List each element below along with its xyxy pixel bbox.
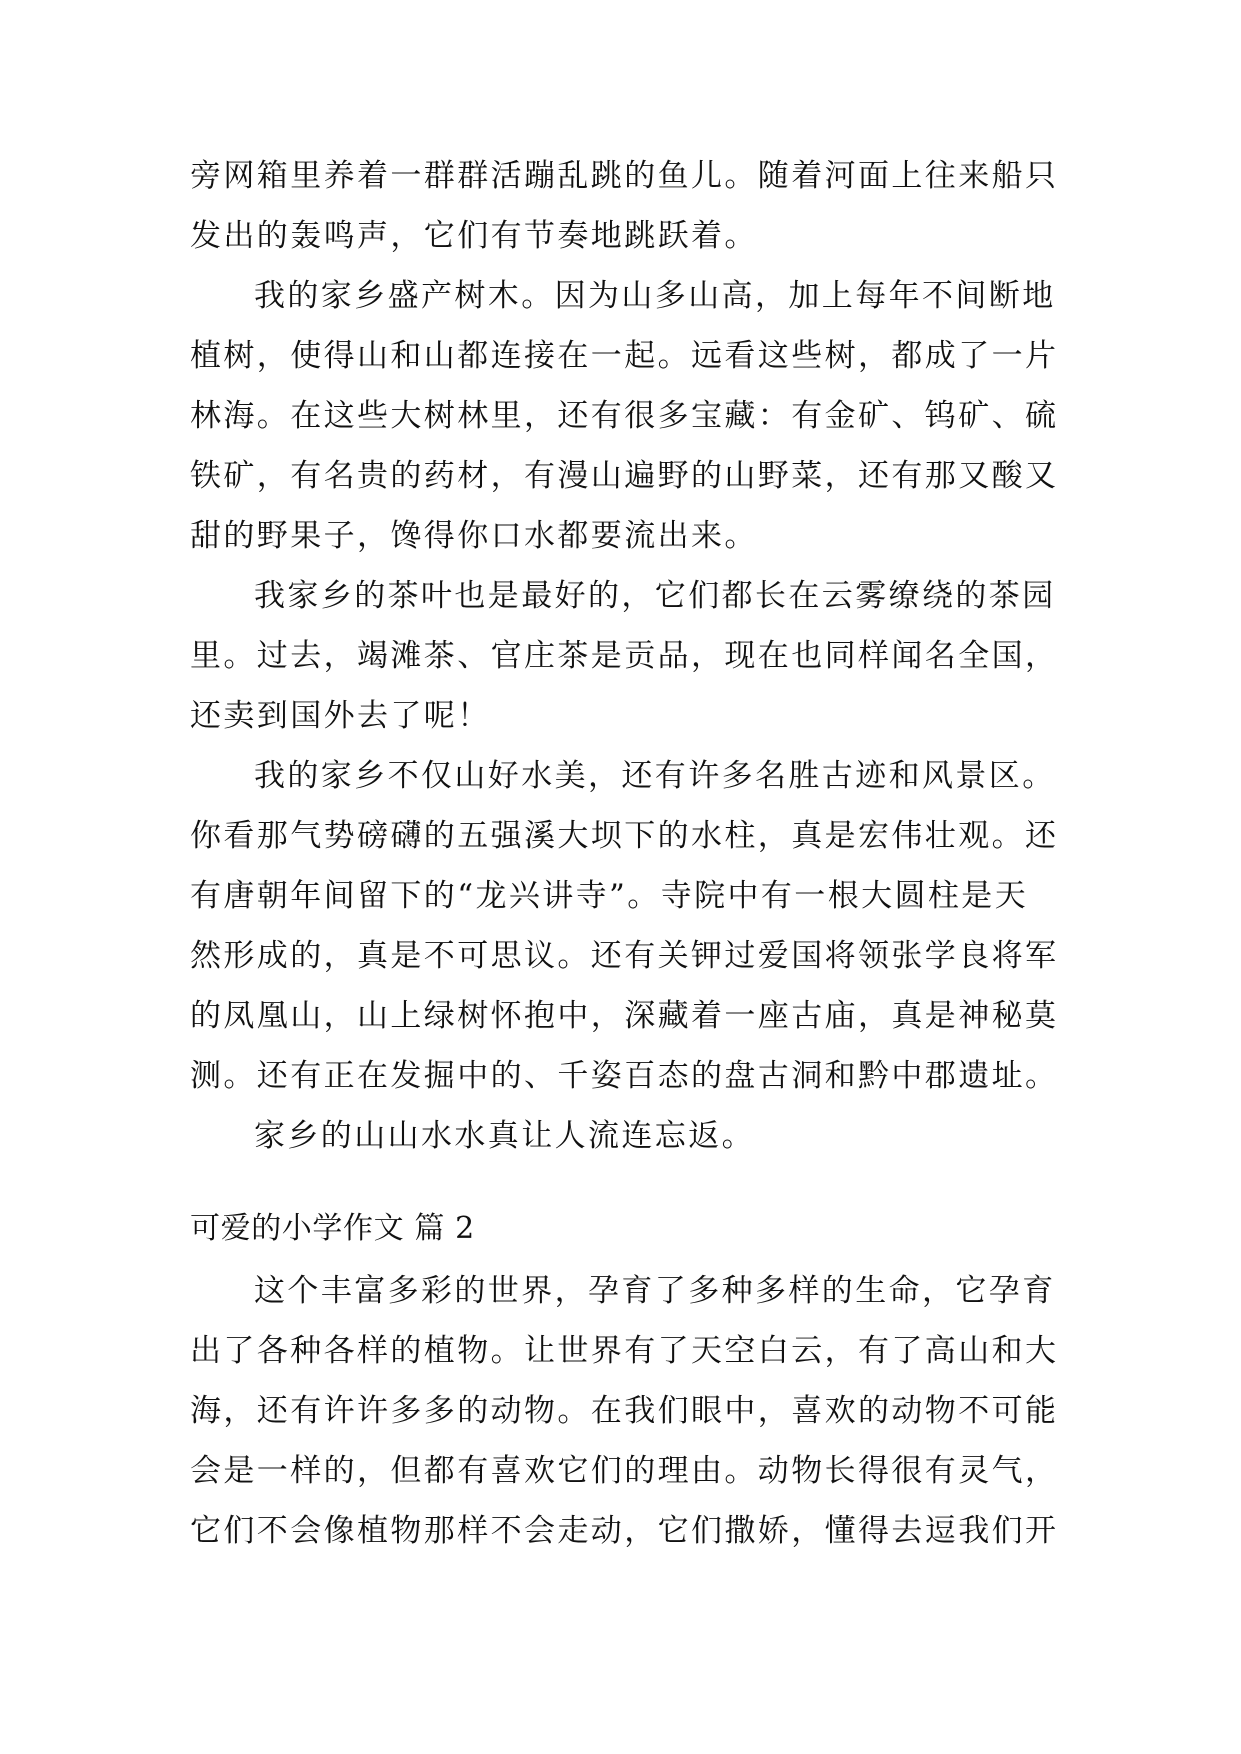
- essay-body-2: [190, 1261, 1059, 1561]
- paragraph-fish-continued: [190, 146, 1059, 266]
- text-line: 有唐朝年间留下的“龙兴讲寺”。寺院中有一根大圆柱是天: [190, 878, 1029, 914]
- text-line: 发出的轰鸣声，它们有节奏地跳跃着。: [190, 218, 758, 254]
- text-line: 里。过去，竭滩茶、官庄茶是贡品，现在也同样闻名全国，: [190, 638, 1059, 674]
- text-line: 会是一样的，但都有喜欢它们的理由。动物长得很有灵气，: [190, 1453, 1059, 1489]
- text-line: 的凤凰山，山上绿树怀抱中，深藏着一座古庙，真是神秘莫: [190, 998, 1059, 1034]
- essay-body-1: [190, 266, 1059, 1166]
- text-line: 出了各种各样的植物。让世界有了天空白云，有了高山和大: [190, 1333, 1059, 1369]
- text-line: 你看那气势磅礴的五强溪大坝下的水柱，真是宏伟壮观。还: [190, 818, 1059, 854]
- text-line: 家乡的山山水水真让人流连忘返。: [254, 1118, 755, 1154]
- text-line: 测。还有正在发掘中的、千姿百态的盘古洞和黔中郡遗址。: [190, 1058, 1059, 1094]
- text-line: 我家乡的茶叶也是最好的，它们都长在云雾缭绕的茶园: [254, 578, 1056, 614]
- text-line: 林海。在这些大树林里，还有很多宝藏：有金矿、钨矿、硫: [190, 398, 1059, 434]
- section-title: 可爱的小学作文 篇 2: [190, 1211, 475, 1246]
- text-line: 海，还有许许多多的动物。在我们眼中，喜欢的动物不可能: [190, 1393, 1059, 1429]
- text-line: 它们不会像植物那样不会走动，它们撒娇，懂得去逗我们开: [190, 1513, 1059, 1549]
- text-line: 甜的野果子，馋得你口水都要流出来。: [190, 518, 758, 554]
- text-line: 植树，使得山和山都连接在一起。远看这些树，都成了一片: [190, 338, 1059, 374]
- text-line: 然形成的，真是不可思议。还有关钾过爱国将领张学良将军: [190, 938, 1059, 974]
- text-line: 我的家乡盛产树木。因为山多山高，加上每年不间断地: [254, 278, 1056, 314]
- section-heading: [190, 1199, 1050, 1259]
- text-line: 铁矿，有名贵的药材，有漫山遍野的山野菜，还有那又酸又: [190, 458, 1059, 494]
- text-line: 这个丰富多彩的世界，孕育了多种多样的生命，它孕育: [254, 1273, 1056, 1309]
- text-line: 还卖到国外去了呢！: [190, 698, 491, 734]
- text-line: 旁网箱里养着一群群活蹦乱跳的鱼儿。随着河面上往来船只: [190, 158, 1059, 194]
- text-line: 我的家乡不仅山好水美，还有许多名胜古迹和风景区。: [254, 758, 1056, 794]
